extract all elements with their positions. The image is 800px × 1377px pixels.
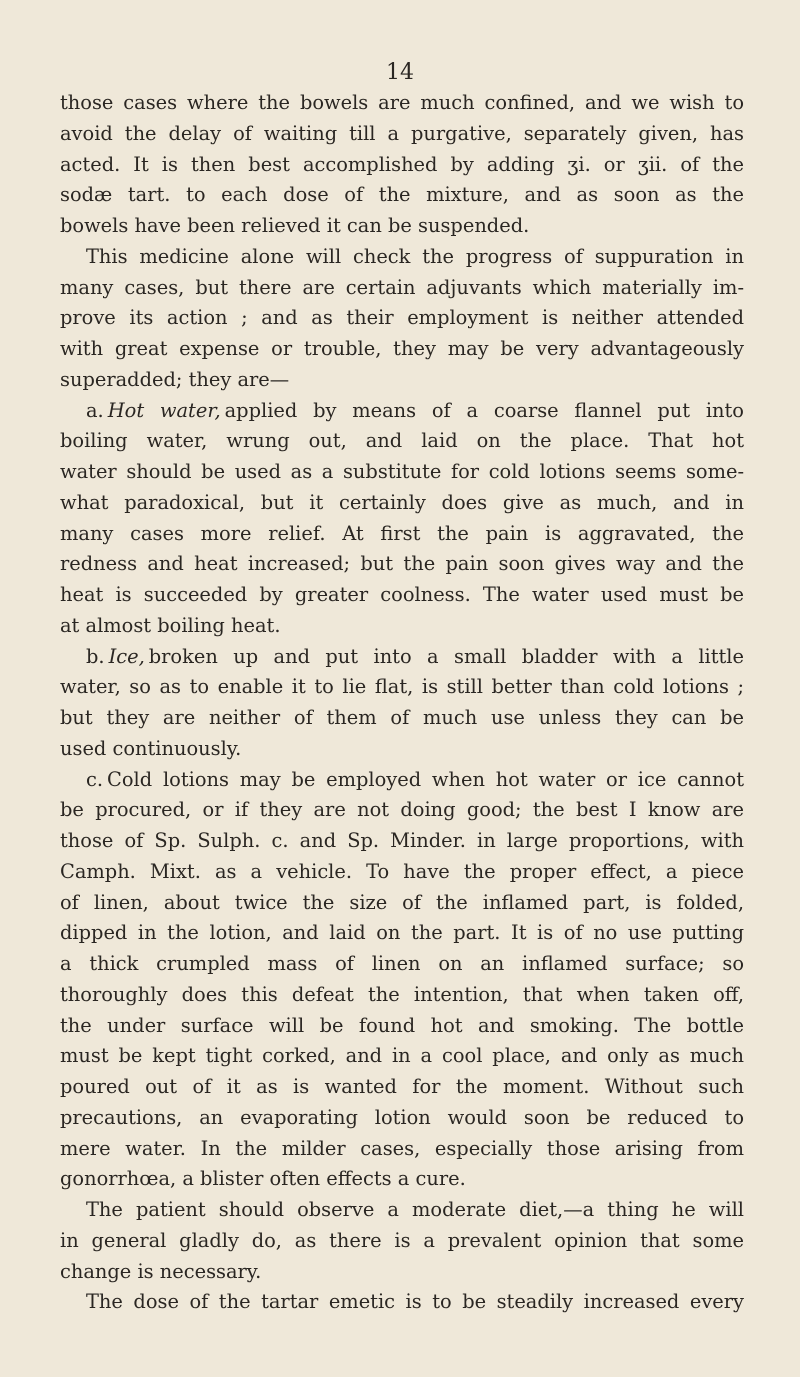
text-line — [60, 1257, 744, 1288]
line-text: water, so as to enable it to lie flat, is still better than cold lotions ; — [60, 675, 744, 699]
line-text: sodæ tart. to each dose of the mixture, and as soon as the — [60, 183, 744, 207]
text-line — [60, 1134, 744, 1165]
text-line — [60, 303, 744, 334]
line-text: used continuously. — [60, 736, 242, 760]
text-line — [60, 488, 744, 519]
line-text: poured out of it as is wanted for the moment. Without such — [60, 1075, 744, 1098]
text-line — [60, 1072, 744, 1103]
text-line — [60, 765, 744, 796]
list-marker: b. — [86, 644, 105, 668]
line-text: must be kept tight corked, and in a cool place, and only as much — [60, 1044, 744, 1068]
text-line — [60, 365, 744, 396]
text-line — [60, 980, 744, 1011]
text-line — [60, 611, 744, 642]
text-line — [60, 949, 744, 980]
line-text: heat is succeeded by greater coolness. The water used must be — [60, 583, 744, 606]
line-text: of linen, about twice the size of the inflamed part, is folded, — [60, 890, 744, 914]
text-line — [60, 334, 744, 365]
line-text: many cases more relief. At first the pain is aggravated, the — [60, 521, 744, 545]
line-text: This medicine alone will check the progress of suppuration in — [86, 244, 744, 268]
line-text: at almost boiling heat. — [60, 613, 281, 637]
line-text: acted. It is then best accomplished by adding ʒi. or ʒii. of the — [60, 152, 744, 176]
line-text: those of Sp. Sulph. c. and Sp. Minder. in large proportions, with — [60, 829, 744, 852]
text-line — [60, 795, 744, 826]
line-text: precautions, an evaporating lotion would soon be reduced to — [60, 1105, 744, 1129]
line-text: gonorrhœa, a blister often effects a cure. — [60, 1167, 466, 1191]
line-text: the under surface will be found hot and smoking. The bottle — [60, 1013, 744, 1037]
line-text: those cases where the bowels are much confined, and we wish to — [60, 91, 744, 114]
text-line — [60, 1226, 744, 1257]
line-text: Cold lotions may be employed when hot water or ice cannot — [107, 767, 744, 791]
list-marker: c. — [86, 767, 104, 791]
text-line — [60, 88, 744, 119]
line-text: in general gladly do, as there is a prevalent opinion that some — [60, 1228, 744, 1252]
text-line — [60, 211, 744, 242]
text-line — [60, 734, 744, 765]
line-text: applied by means of a coarse flannel put into — [224, 398, 744, 422]
line-text: with great expense or trouble, they may be very advantageously — [60, 337, 744, 360]
line-text: The patient should observe a moderate diet,—a thing he will — [86, 1198, 744, 1221]
text-line — [60, 519, 744, 550]
line-text: dipped in the lotion, and laid on the part. It is of no use putting — [60, 921, 744, 945]
list-marker: a. — [86, 398, 104, 422]
text-line — [60, 1041, 744, 1072]
text-line — [60, 457, 744, 488]
line-text: The dose of the tartar emetic is to be steadily increased every — [86, 1290, 744, 1314]
line-text: change is necessary. — [60, 1259, 262, 1283]
line-text: many cases, but there are certain adjuvants which materially im- — [60, 275, 744, 299]
text-line — [60, 703, 744, 734]
text-line — [60, 642, 744, 673]
line-text: but they are neither of them of much use unless they can be — [60, 706, 744, 729]
text-line — [60, 273, 744, 304]
line-text: be procured, or if they are not doing good; the best I know are — [60, 798, 744, 822]
text-line — [60, 580, 744, 611]
text-line — [60, 918, 744, 949]
text-line — [60, 857, 744, 888]
line-text: boiling water, wrung out, and laid on the place. That hot — [60, 429, 744, 453]
line-text: broken up and put into a small bladder with a little — [148, 644, 744, 668]
line-text: water should be used as a substitute for cold lotions seems some- — [60, 460, 744, 483]
text-line — [60, 1011, 744, 1042]
text-line — [60, 150, 744, 181]
line-text: superadded; they are— — [60, 367, 290, 391]
line-text: mere water. In the milder cases, especially those arising from — [60, 1136, 744, 1160]
text-line — [60, 242, 744, 273]
text-line — [60, 672, 744, 703]
line-text: thoroughly does this defeat the intention, that when taken off, — [60, 982, 744, 1006]
line-text: avoid the delay of waiting till a purgative, separately given, has — [60, 121, 744, 145]
text-line — [60, 888, 744, 919]
line-text: what paradoxical, but it certainly does give as much, and in — [60, 490, 744, 514]
text-line — [60, 826, 744, 857]
body-text — [60, 88, 744, 1318]
line-text: bowels have been relieved it can be suspended. — [60, 214, 530, 237]
line-text: a thick crumpled mass of linen on an inflamed surface; so — [60, 952, 744, 975]
text-line — [60, 1103, 744, 1134]
text-line — [60, 1287, 744, 1318]
text-line — [60, 1195, 744, 1226]
line-text: Camph. Mixt. as a vehicle. To have the proper effect, a piece — [60, 859, 744, 883]
line-text: prove its action ; and as their employment is neither attended — [60, 306, 744, 330]
text-line — [60, 426, 744, 457]
italic-term: Ice, — [108, 644, 145, 668]
text-line — [60, 396, 744, 427]
page-number: 14 — [386, 60, 414, 85]
italic-term: Hot water, — [107, 398, 221, 422]
text-line — [60, 1164, 744, 1195]
line-text: redness and heat increased; but the pain soon gives way and the — [60, 552, 744, 576]
text-line — [60, 180, 744, 211]
text-line — [60, 549, 744, 580]
text-line — [60, 119, 744, 150]
